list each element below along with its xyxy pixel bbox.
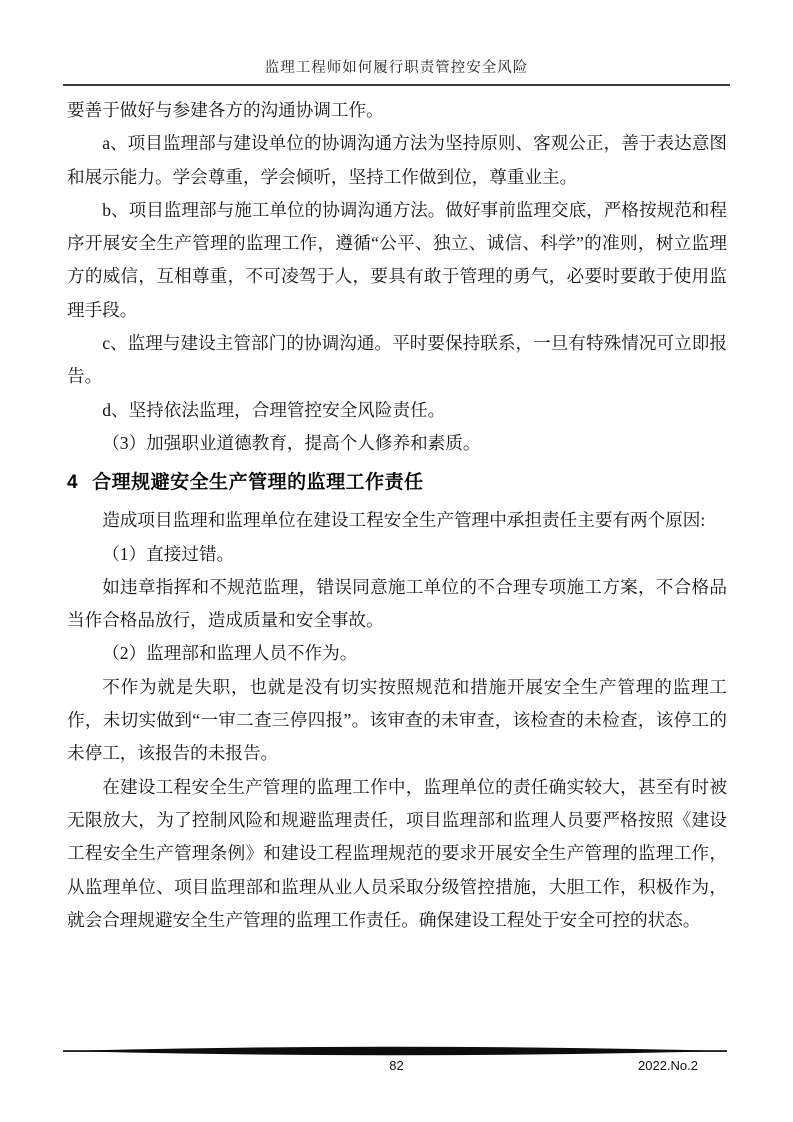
page-number: 82 <box>389 1058 404 1073</box>
footer-divider-bar <box>63 1046 727 1057</box>
body-paragraph-1: a、项目监理部与建设单位的协调沟通方法为坚持原则、客观公正，善于表达意图和展示能力。学会尊重，学会倾听，坚持工作做到位，尊重业主。 <box>67 133 727 187</box>
body-paragraph-2: b、项目监理部与施工单位的协调沟通方法。做好事前监理交底，严格按规范和程序开展安全生产管理的监理工作，遵循“公平、独立、诚信、科学”的准则，树立监理方的威信，互相尊重，不可凌驾于人，要具有敢于管理的勇气，必要时要敢于使用监理手段。 <box>67 199 727 320</box>
running-header <box>63 56 730 86</box>
issue-label: 2022.No.2 <box>638 1058 698 1073</box>
body-paragraph-5: （3）加强职业道德教育，提高个人修养和素质。 <box>102 432 481 453</box>
body-paragraph-11: 在建设工程安全生产管理的监理工作中，监理单位的责任确实较大，甚至有时被无限放大，为了控制风险和规避监理责任，项目监理部和监理人员要严格按照《建设工程安全生产管理条例》和建设工程监理规范的要求开展安全生产管理的监理工作，从监理单位、项目监理部和监理从业人员采取分级管控措施，大胆工作，积极作为，就会合理规避安全生产管理的监理工作责任。确保建设工程处于安全可控的状态。 <box>67 776 727 930</box>
running-header-title: 监理工程师如何履行职责管控安全风险 <box>264 60 529 76</box>
body-paragraph-4: d、坚持依法监理，合理管控安全风险责任。 <box>102 399 446 420</box>
body-paragraph-3: c、监理与建设主管部门的协调沟通。平时要保持联系，一旦有特殊情况可立即报告。 <box>67 333 727 387</box>
body-paragraph-7: （1）直接过错。 <box>102 543 235 564</box>
document-body <box>67 94 727 937</box>
page-footer <box>63 1046 730 1076</box>
body-paragraph-9: （2）监理部和监理人员不作为。 <box>102 643 358 664</box>
body-paragraph-10: 不作为就是失职，也就是没有切实按照规范和措施开展安全生产管理的监理工作，未切实做到“一审二查三停四报”。该审查的未审查，该检查的未检查，该停工的未停工，该报告的未报告。 <box>67 676 727 764</box>
body-paragraph-8: 如违章指挥和不规范监理，错误同意施工单位的不合理专项施工方案，不合格品当作合格品放行，造成质量和安全事故。 <box>67 576 727 631</box>
section-title: 合理规避安全生产管理的监理工作责任 <box>92 472 424 494</box>
body-paragraph-6: 造成项目监理和监理单位在建设工程安全生产管理中承担责任主要有两个原因: <box>102 510 706 531</box>
body-paragraph-0: 要善于做好与参建各方的沟通协调工作。 <box>67 100 384 120</box>
section-heading <box>67 468 727 498</box>
footer-text-row <box>63 1058 730 1076</box>
section-number: 4 <box>67 472 79 494</box>
